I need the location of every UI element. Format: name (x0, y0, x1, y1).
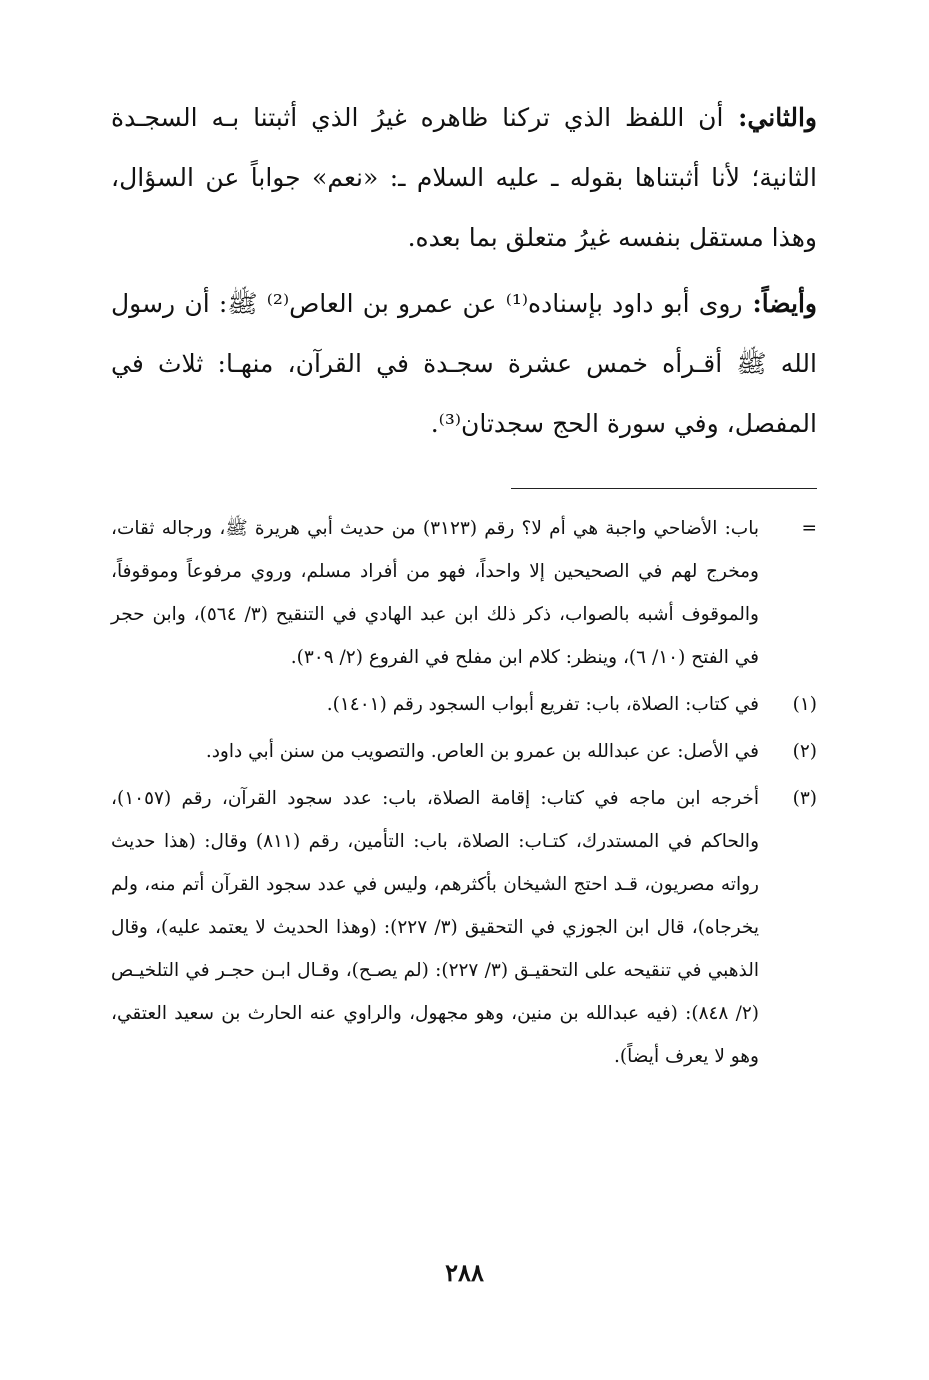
paragraph-lead: وأيضاً: (742, 289, 817, 318)
footnote-marker: (٣) (792, 788, 817, 809)
footnote-2 (111, 730, 817, 773)
page-body (111, 88, 817, 1078)
footnote-marker: = (801, 518, 817, 539)
footnote-text: باب: الأضاحي واجبة هي أم لا؟ رقم (٣١٢٣) من حديث أبي هريرة ﷺ، ورجاله ثقات، ومخرج لهم في الصحيحين إلا واحداً، فهو من أفراد مسلم، وروي مرفوعاً وموقوفاً، والموقوف أشبه بالصواب، ذكر ذلك ابن عبد الهادي في التنقيح (٣/ ٥٦٤)، وابن حجر في الفتح (١٠/ ٦)، وينظر: كلام ابن مفلح في الفروع (٢/ ٣٠٩). (111, 518, 760, 668)
footnote-marker: (١) (792, 694, 817, 715)
footnote-separator (511, 488, 817, 489)
footnote-continuation (111, 507, 817, 679)
footnote-1 (111, 683, 817, 726)
footnote-text: أخرجه ابن ماجه في كتاب: إقامة الصلاة، باب: عدد سجود القرآن، رقم (١٠٥٧)، والحاكم في المستدرك، كتـاب: الصلاة، باب: التأمين، رقم (٨١١) وقال: (هذا حديث رواته مصريون، قـد احتج الشيخان بأكثرهم، وليس في عدد سجود القرآن أتم منه، ولم يخرجاه)، قال ابن الجوزي في التحقيق (٣/ ٢٢٧): (وهذا الحديث لا يعتمد عليه)، وقال الذهبي في تنقيحه على التحقيـق (٣/ ٢٢٧): (لم يصـح)، وقـال ابـن حجـر في التلخيـص (٢/ ٨٤٨): (فيه عبدالله بن منين، وهو مجهول، والراوي عنه الحارث بن سعيد العتقي، وهو لا يعرف أيضاً). (111, 788, 760, 1067)
paragraph-text: أن اللفظ الذي تركنا ظاهره غيرُ الذي أثبتنا بـه السجـدة الثانية؛ لأنا أثبتناها بقوله ـ عليه السلام ـ: «نعم» جواباً عن السؤال، وهذا مستقل بنفسه غيرُ متعلق بما بعده. (111, 103, 817, 252)
page-number: ٢٨٨ (445, 1258, 484, 1287)
paragraph-text: روى أبو داود بإسناده⁽¹⁾ عن عمرو بن العاص⁽²⁾ ﷺ: أن رسول الله ﷺ أقـرأه خمس عشرة سجـدة في القرآن، منهـا: ثلاث في المفصل، وفي سورة الحج سجدتان⁽³⁾. (111, 289, 817, 438)
main-paragraph-1 (111, 88, 817, 268)
footnote-marker: (٢) (792, 741, 817, 762)
paragraph-lead: والثاني: (723, 103, 817, 132)
footnotes (111, 507, 817, 1078)
footnote-text: في كتاب: الصلاة، باب: تفريع أبواب السجود رقم (١٤٠١). (326, 694, 759, 715)
footnote-text: في الأصل: عن عبدالله بن عمرو بن العاص. والتصويب من سنن أبي داود. (205, 741, 759, 762)
footnote-3 (111, 777, 817, 1078)
main-paragraph-2 (111, 274, 817, 454)
